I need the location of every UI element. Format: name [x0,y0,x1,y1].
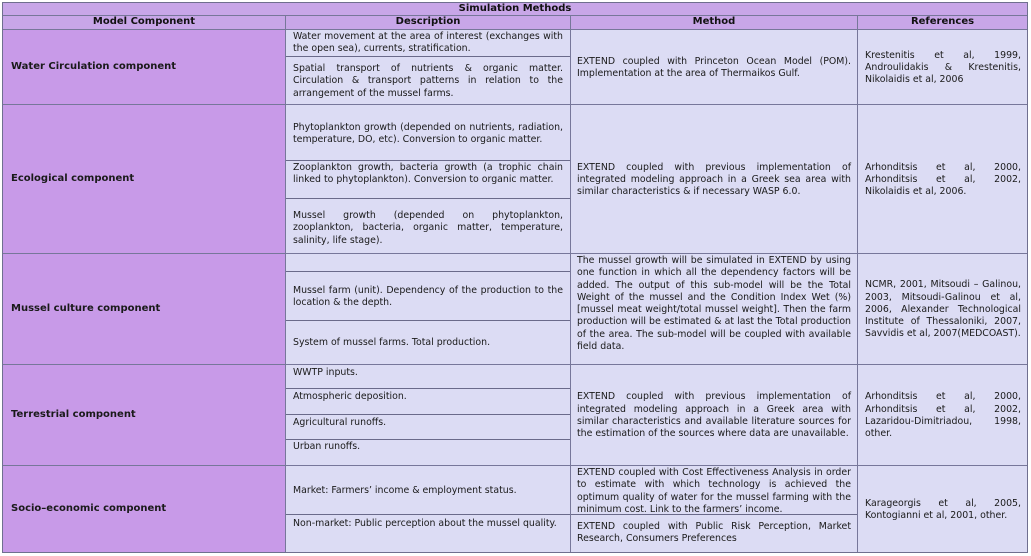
description-text: Spatial transport of nutrients & organic matter. Circulation & transport patterns in relation to the arrangement of the mussel farms. [293,63,563,99]
references-cell [858,254,1027,364]
grid-line [286,271,570,272]
method-cell [571,466,857,514]
component-label: Terrestrial component [11,408,136,420]
grid-line [3,29,1027,30]
references-cell [858,105,1027,253]
method-text: EXTEND coupled with Cost Effectiveness Analysis in order to estimate with which technology is achieved the optimum quality of water for the mussel farming with the minimum cost. Link to the farmers’ income. [577,467,851,514]
description-text: System of mussel farms. Total production. [293,337,491,349]
header-model-component: Model Component [3,16,285,29]
grid-line [3,15,1027,16]
method-cell [571,515,857,552]
method-cell [571,30,857,104]
references-cell [858,466,1027,552]
description-text: Zooplankton growth, bacteria growth (a trophic chain linked to phytoplankton). Conversion to organic matter. [293,162,563,186]
grid-line [3,104,1027,105]
method-text: EXTEND coupled with Public Risk Perception, Market Research, Consumers Preferences [577,521,851,545]
method-cell [571,105,857,253]
table-title: Simulation Methods [3,3,1027,15]
description-cell [286,466,570,514]
description-text: Atmospheric deposition. [293,391,407,402]
description-text: Mussel farm (unit). Dependency of the production to the location & the depth. [293,284,563,308]
header-references: References [858,16,1027,29]
method-text: The mussel growth will be simulated in EXTEND by using one function in which all the dependency factors will be added. The output of this sub-model will be the Total Weight of the mussel and the Condition Index Wet (%) [mussel meat weight/total mussel weight]. Then the farm production will be estimated & at last the Total production of the area. The sub-model will be coupled with available field data. [577,255,851,353]
description-cell-blank [286,254,570,271]
references-text: Krestenitis et al, 1999, Androulidakis & Krestenitis, Nikolaidis et al, 2006 [865,49,1021,86]
method-cell [571,365,857,465]
header-method: Method [571,16,857,29]
method-cell [571,254,857,364]
description-text: Mussel growth (depended on phytoplankton, zooplankton, bacteria, organic matter, temperature, salinity, life stage). [293,210,563,246]
description-cell [286,415,570,439]
description-text: Agricultural runoffs. [293,417,387,428]
grid-line [286,439,570,440]
grid-line [286,514,570,515]
description-cell [286,199,570,253]
description-cell [286,105,570,160]
description-text: Urban runoffs. [293,441,361,452]
references-text: Karageorgis et al, 2005, Kontogianni et al, 2001, other. [865,497,1021,521]
description-cell [286,272,570,320]
component-water-circulation [3,30,285,104]
description-cell [286,389,570,414]
references-text: NCMR, 2001, Mitsoudi – Galinou, 2003, Mitsoudi-Galinou et al, 2006, Alexander Technological Institute of Thessaloniki, 2007, Savvidis et al, 2007(MEDCOAST). [865,279,1021,340]
description-text: Water movement at the area of interest (exchanges with the open sea), currents, stratification. [293,31,563,55]
grid-line [286,414,570,415]
description-cell [286,30,570,56]
grid-line [286,56,570,57]
component-mussel-culture [3,254,285,364]
component-terrestrial [3,365,285,465]
method-text: EXTEND coupled with previous implementation of integrated modeling approach in a Greek area with similar characteristics and available literature sources for the estimation of the sources where data are unavailable. [577,391,851,440]
simulation-methods-table [2,2,1028,553]
description-cell [286,57,570,104]
grid-line [286,160,570,161]
grid-line [3,465,1027,466]
grid-line [286,320,570,321]
description-cell [286,515,570,552]
method-text: EXTEND coupled with previous implementation of integrated modeling approach in a Greek sea area with similar characteristics & if necessary WASP 6.0. [577,161,851,198]
component-label: Water Circulation component [11,60,177,72]
references-cell [858,30,1027,104]
header-description: Description [286,16,570,29]
description-text: Market: Farmers’ income & employment status. [293,484,517,496]
grid-line [571,514,857,515]
grid-line [570,16,571,552]
component-label: Ecological component [11,172,135,184]
grid-line [286,198,570,199]
grid-line [3,253,1027,254]
description-text: Phytoplankton growth (depended on nutrients, radiation, temperature, DO, etc). Conversion to organic matter. [293,122,563,146]
description-text: WWTP inputs. [293,367,358,378]
description-text: Non-market: Public perception about the mussel quality. [293,518,557,529]
method-text: EXTEND coupled with Princeton Ocean Model (POM). Implementation at the area of Thermaikos Gulf. [577,55,851,79]
description-cell [286,161,570,198]
component-ecological [3,105,285,253]
references-text: Arhonditsis et al, 2000, Arhonditsis et al, 2002, Lazaridou-Dimitriadou, 1998, other. [865,391,1021,440]
description-cell [286,365,570,388]
component-socio-economic [3,466,285,552]
grid-line [286,388,570,389]
grid-line [3,364,1027,365]
description-cell [286,321,570,364]
description-cell [286,440,570,465]
references-cell [858,365,1027,465]
component-label: Socio–economic component [11,502,167,514]
grid-line [857,16,858,552]
references-text: Arhonditsis et al, 2000, Arhonditsis et al, 2002, Nikolaidis et al, 2006. [865,161,1021,198]
grid-line [285,16,286,552]
component-label: Mussel culture component [11,302,161,314]
